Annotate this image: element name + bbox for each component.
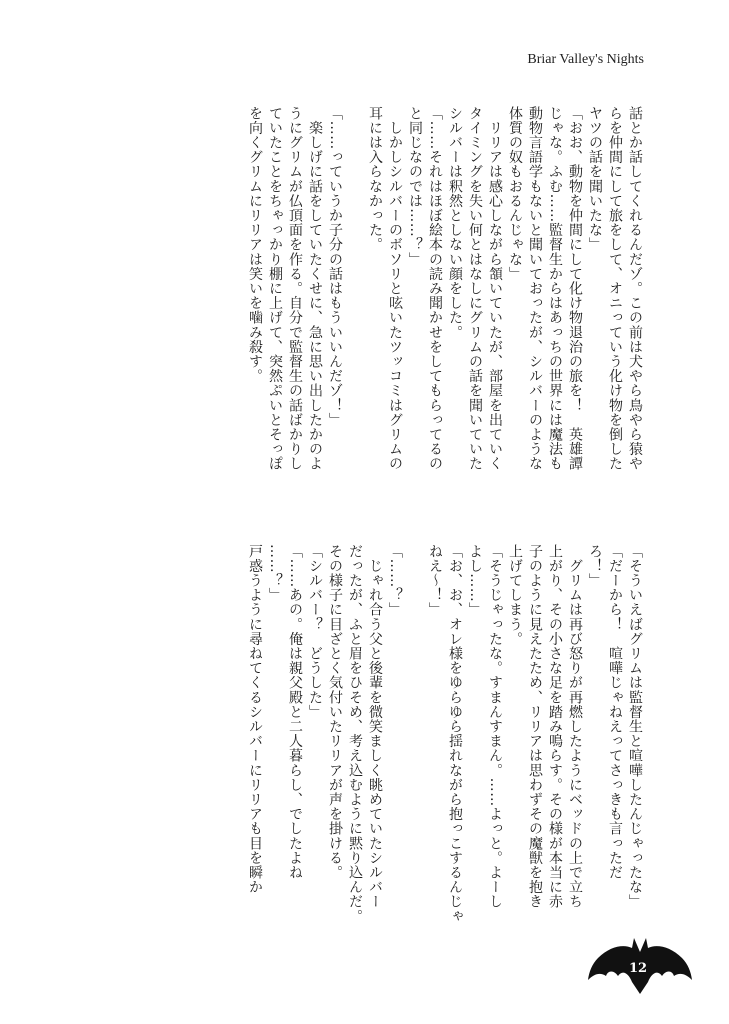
text-line: 「……？」 xyxy=(387,544,403,617)
text-line: しかしシルバーのボソリと呟いたツッコミはグリムの xyxy=(387,106,403,471)
text-line: 楽しげに話をしていたくせに、急に思い出したかのよ xyxy=(307,106,323,471)
paragraph-gap xyxy=(345,106,365,492)
text-line: と同じなのでは……？」 xyxy=(407,106,423,267)
text-line: シルバーは釈然としない顔をした。 xyxy=(447,106,463,340)
text-line: 体質の奴もおるんじゃな」 xyxy=(507,106,523,282)
text-block-top xyxy=(83,106,645,492)
text-line: 「……あの。俺は親父殿と二人暮らし、でしたよね xyxy=(287,544,303,880)
text-line: らを仲間にして旅をして、オニっていう化け物を倒した xyxy=(607,106,623,471)
text-line: グリムは再び怒りが再燃したようにベッドの上で立ち xyxy=(567,544,583,909)
text-line: 「……っていうか子分の話はもういいんだゾ！」 xyxy=(327,106,343,428)
text-line: 戸惑うように尋ねてくるシルバーにリリアも目を瞬か xyxy=(247,544,263,895)
text-line: うにグリムが仏頂面を作る。自分で監督生の話ばかりし xyxy=(287,106,303,471)
text-line: ろ！」 xyxy=(587,544,603,588)
text-line: 子のように見えたため、リリアは思わずその魔獣を抱き xyxy=(527,544,543,909)
text-line: リリアは感心しながら頷いていたが、部屋を出ていく xyxy=(487,106,503,471)
text-line: ヤツの話を聞いたな」 xyxy=(587,106,603,252)
text-line: ねえ～！」 xyxy=(427,544,443,617)
text-line: ……？」 xyxy=(267,544,283,603)
text-line: その様子に目ざとく気付いたリリアが声を掛ける。 xyxy=(327,544,343,880)
text-line: タイミングを失い何とはなしにグリムの話を聞いていた xyxy=(467,106,483,471)
text-block-bottom xyxy=(83,544,645,930)
text-line: 「だーから！ 喧嘩じゃねえってさっきも言っただ xyxy=(607,544,623,880)
text-line: 耳には入らなかった。 xyxy=(367,106,383,252)
text-line: ていたことをちゃっかり棚に上げて、突然ぷいとそっぽ xyxy=(267,106,283,471)
text-line: 「そういえばグリムは監督生と喧嘩したんじゃったな」 xyxy=(627,544,643,909)
text-line: 「そうじゃったな。すまんすまん。……よっと。よーし xyxy=(487,544,503,909)
paragraph-gap xyxy=(405,544,425,930)
text-line: じゃな。ふむ……監督生からはあっちの世界には魔法も xyxy=(547,106,563,471)
text-line: 「シルバー？ どうした」 xyxy=(307,544,323,720)
text-line: 「お、お、オレ様をゆらゆら揺れながら抱っこするんじゃ xyxy=(447,544,463,924)
text-line: を向くグリムにリリアは笑いを噛み殺す。 xyxy=(247,106,263,384)
text-line: 「おお、動物を仲間にして化け物退治の旅を！ 英雄譚 xyxy=(567,106,583,471)
text-line: だったが、ふと眉をひそめ、考え込むように黙り込んだ。 xyxy=(347,544,363,924)
text-line: よし……」 xyxy=(467,544,483,617)
text-line: 上げてしまう。 xyxy=(507,544,523,647)
text-line: 動物言語学もないと聞いておったが、シルバーのような xyxy=(527,106,543,471)
text-line: 話とか話してくれるんだゾ。この前は犬やら鳥やら猿や xyxy=(627,106,643,471)
running-header: Briar Valley's Nights xyxy=(527,52,644,67)
text-line: 上がり、その小さな足を踏み鳴らす。その様が本当に赤 xyxy=(547,544,563,909)
page-number: 12 xyxy=(628,961,648,976)
text-line: じゃれ合う父と後輩を微笑ましく眺めていたシルバー xyxy=(367,544,383,909)
text-line: 「……それはほぼ絵本の読み聞かせをしてもらってるの xyxy=(427,106,443,471)
